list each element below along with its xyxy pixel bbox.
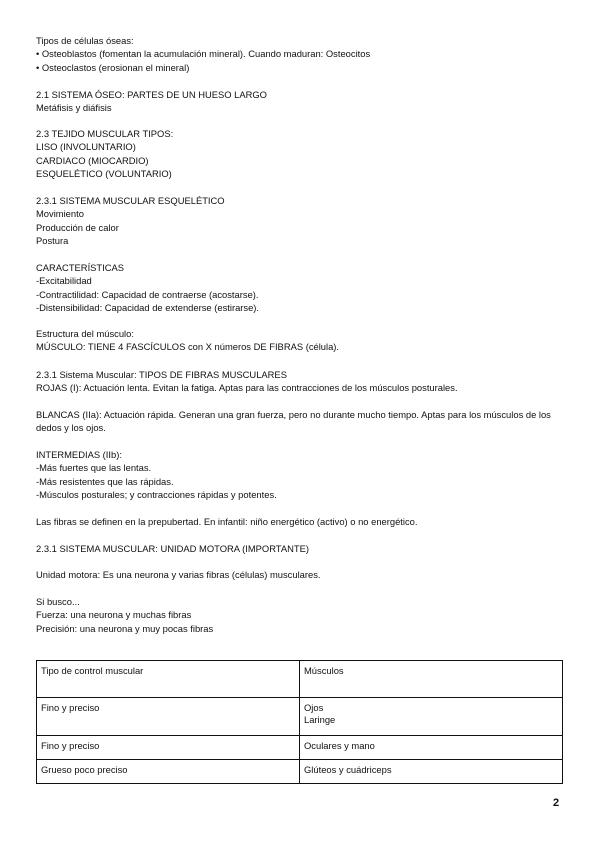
table-row: [37, 698, 563, 736]
skeletal-muscle-item: Postura: [36, 235, 69, 247]
muscle-control-table: [36, 660, 563, 784]
fiber-types-heading: 2.3.1 Sistema Muscular: TIPOS DE FIBRAS MUSCULARES: [36, 369, 287, 380]
characteristics-heading: CARACTERÍSTICAS: [36, 262, 125, 273]
table-header-row: [37, 661, 563, 698]
characteristics-section: [36, 261, 566, 315]
muscle-tissue-item: CARDIACO (MIOCARDIO): [36, 154, 149, 166]
table-cell-muscles: [300, 736, 563, 760]
muscle-tissue-item: LISO (INVOLUNTARIO): [36, 141, 136, 153]
table-cell-control: Fino y preciso: [37, 698, 300, 736]
bone-cells-title: Tipos de células óseas:: [36, 35, 134, 46]
characteristics-item: -Contractilidad: Capacidad de contraerse (acostarse).: [36, 288, 259, 300]
muscle-structure-section: [36, 327, 566, 354]
intermediate-fibers-heading: INTERMEDIAS (IIb):: [36, 449, 122, 460]
muscle-tissue-item: ESQUELÉTICO (VOLUNTARIO): [36, 168, 172, 180]
muscle-name: Oculares y mano: [304, 740, 375, 751]
intermediate-fibers-item: -Músculos posturales; y contracciones rápidas y potentes.: [36, 489, 277, 501]
bone-system-section: [36, 88, 566, 115]
si-busco-item: Precisión: una neurona y muy pocas fibras: [36, 622, 214, 634]
table-row: [37, 760, 563, 784]
skeletal-muscle-section: [36, 194, 566, 248]
osteoblastos-item: • Osteoblastos (fomentan la acumulación mineral). Cuando maduran: Osteocitos: [36, 48, 371, 60]
motor-unit-section: [36, 542, 566, 555]
fiber-types-section: [36, 368, 566, 395]
prepuberty-line: Las fibras se definen en la prepubertad. En infantil: niño energético (activo) o no energético.: [36, 516, 418, 527]
skeletal-muscle-item: Movimiento: [36, 208, 84, 220]
bone-system-heading: 2.1 SISTEMA ÓSEO: PARTES DE UN HUESO LARGO: [36, 89, 267, 100]
si-busco-section: [36, 595, 566, 635]
muscle-structure-heading: Estructura del músculo:: [36, 328, 134, 339]
characteristics-item: -Excitabilidad: [36, 275, 92, 287]
muscle-tissue-section: [36, 127, 566, 181]
page-number: 2: [553, 797, 560, 809]
motor-unit-definition-section: [36, 568, 566, 581]
table-row: [37, 736, 563, 760]
table-cell-muscles: [300, 760, 563, 784]
skeletal-muscle-heading: 2.3.1 SISTEMA MUSCULAR ESQUELÉTICO: [36, 195, 225, 206]
motor-unit-heading: 2.3.1 SISTEMA MUSCULAR: UNIDAD MOTORA (IMPORTANTE): [36, 543, 309, 554]
characteristics-item: -Distensibilidad: Capacidad de extenderse (estirarse).: [36, 302, 260, 314]
skeletal-muscle-item: Producción de calor: [36, 221, 119, 233]
intermediate-fibers-item: -Más resistentes que las rápidas.: [36, 475, 174, 487]
table-cell-control: Fino y preciso: [37, 736, 300, 760]
table-header-cell: Tipo de control muscular: [37, 661, 300, 698]
si-busco-heading: Si busco...: [36, 596, 80, 607]
white-fibers-section: [36, 408, 566, 435]
table-header-cell: Músculos: [300, 661, 563, 698]
bone-cells-section: [36, 34, 566, 74]
bone-system-line: Metáfisis y diáfisis: [36, 102, 112, 114]
si-busco-item: Fuerza: una neurona y muchas fibras: [36, 609, 192, 621]
muscle-name: Ojos: [304, 702, 324, 713]
motor-unit-definition: Unidad motora: Es una neurona y varias fibras (células) musculares.: [36, 569, 321, 580]
prepuberty-section: [36, 515, 566, 528]
table-cell-muscles: [300, 698, 563, 736]
table-cell-control: Grueso poco preciso: [37, 760, 300, 784]
muscle-tissue-heading: 2.3 TEJIDO MUSCULAR TIPOS:: [36, 128, 174, 139]
osteoclastos-item: • Osteoclastos (erosionan el mineral): [36, 61, 190, 73]
muscle-name: Laringe: [304, 713, 336, 725]
intermediate-fibers-section: [36, 448, 566, 502]
white-fibers-paragraph: BLANCAS (IIa): Actuación rápida. Generan una gran fuerza, pero no durante mucho tiempo. Aptas para los músculos de los dedos y los ojos.: [36, 409, 551, 434]
muscle-name: Glúteos y cuádriceps: [304, 764, 392, 775]
muscle-structure-line: MÚSCULO: TIENE 4 FASCÍCULOS con X números DE FIBRAS (célula).: [36, 341, 340, 353]
intermediate-fibers-item: -Más fuertes que las lentas.: [36, 462, 152, 474]
red-fibers-line: ROJAS (I): Actuación lenta. Evitan la fatiga. Aptas para las contracciones de los músculos posturales.: [36, 382, 458, 394]
